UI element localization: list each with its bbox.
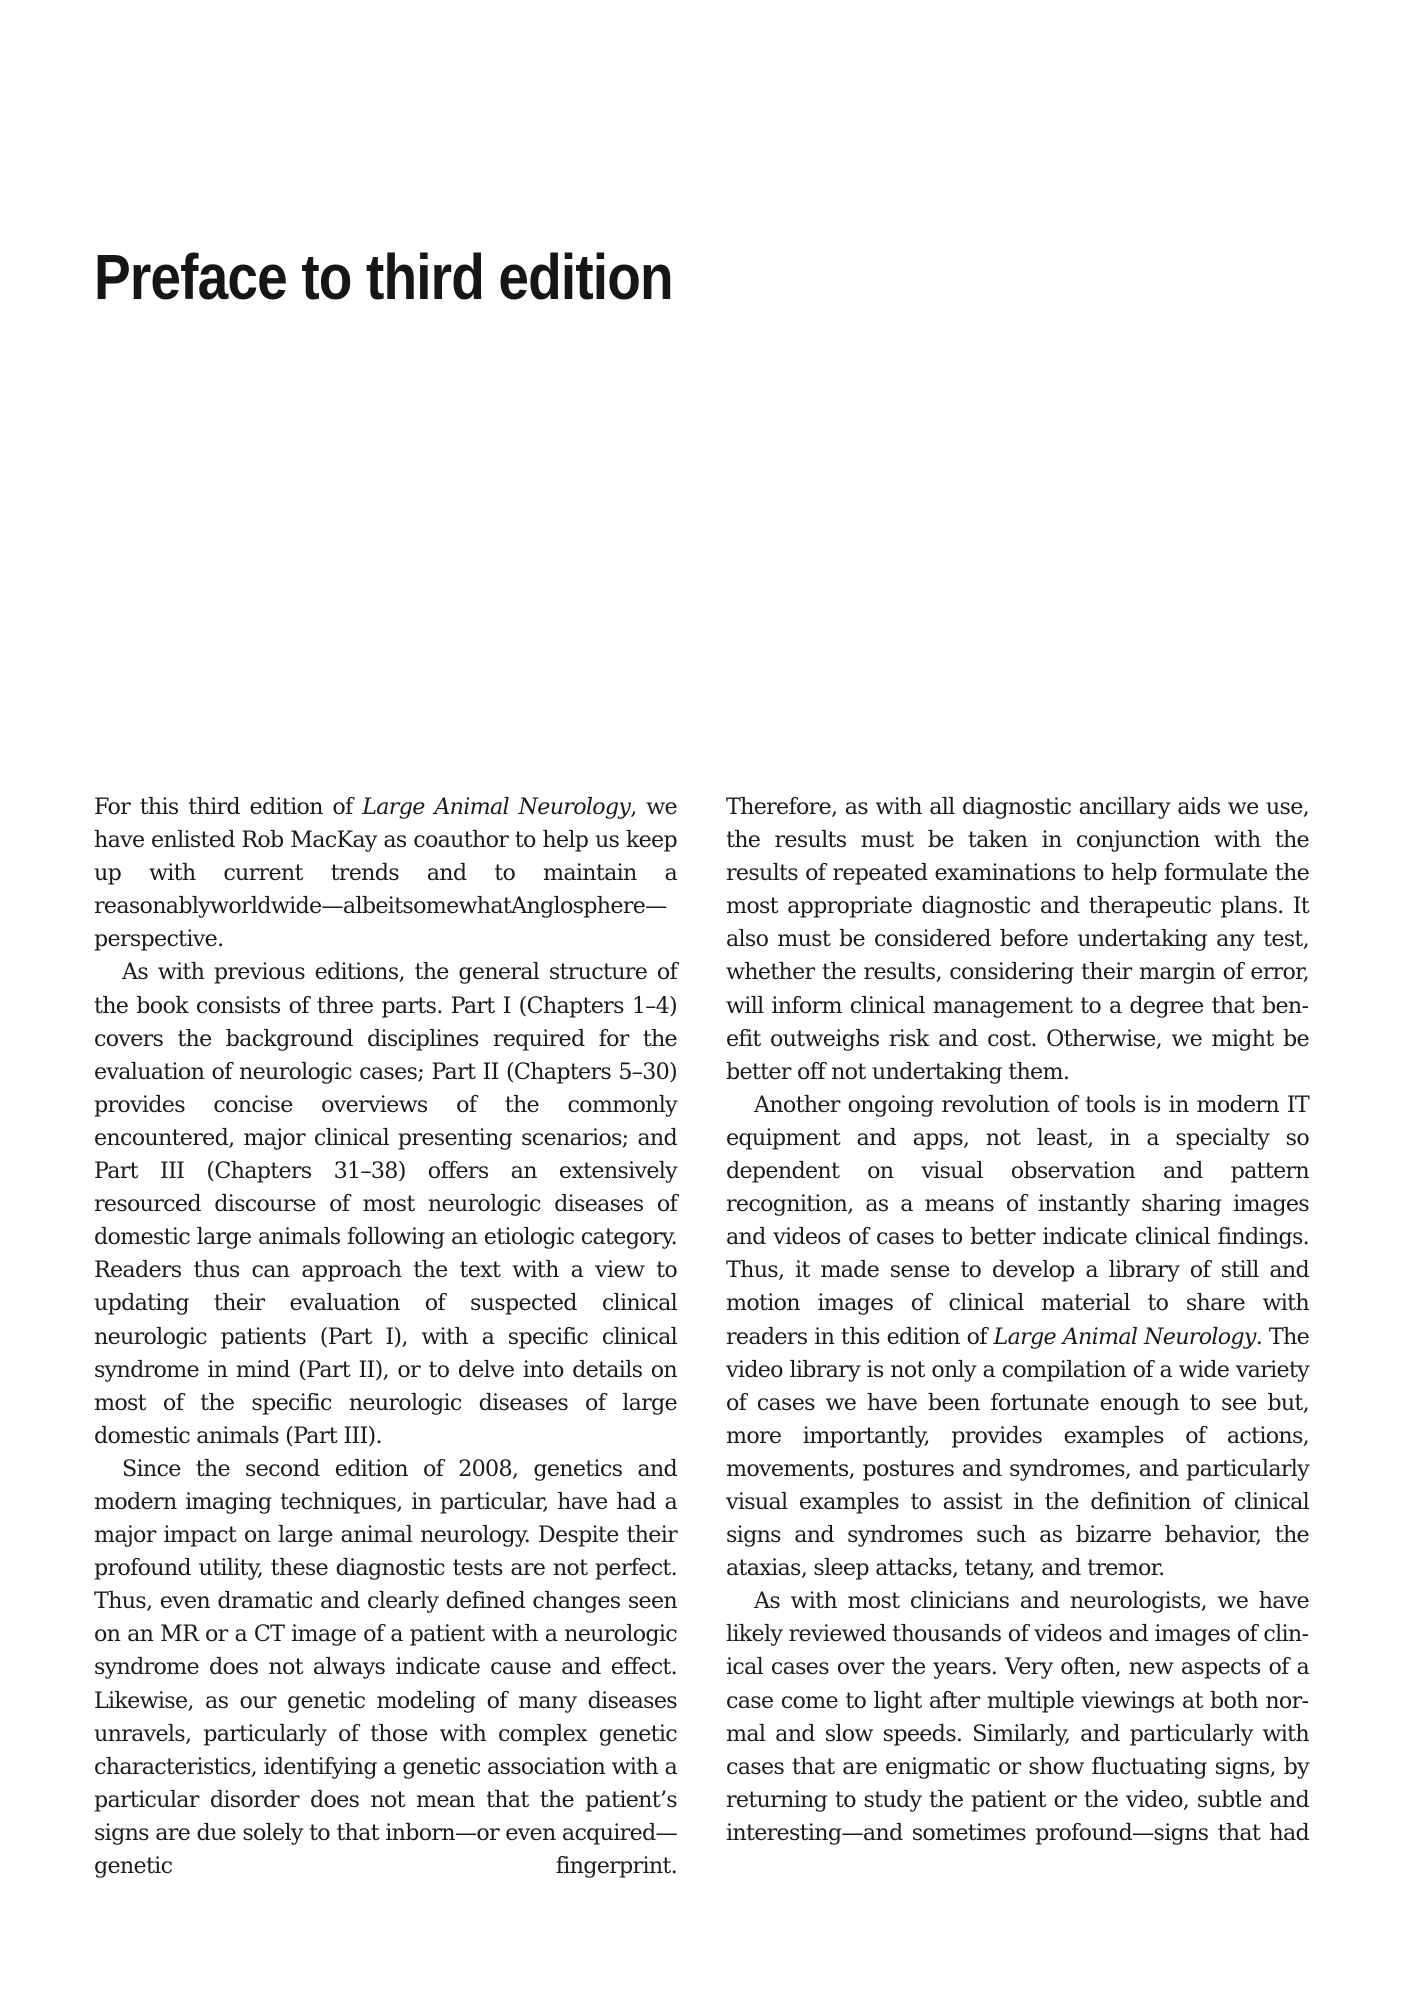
- paragraph-video-library: [726, 1089, 1309, 1585]
- book-title-italic-2: Large Animal Neurology: [993, 1323, 1256, 1350]
- paragraph-genetics-imaging: Since the second edition of 2008, genetics and modern imaging techniques, in particular, have had a major impact on large animal neurology. Despite their profound utility, these diagnostic tests are not perfect. Thus, even dramatic and clearly defined changes seen on an MR or a CT image of a patient with a neurologic syndrome does not always indicate cause and effect. Likewise, as our genetic modeling of many diseases unravels, particularly of those with complex genetic characteristics, identifying a genetic association with a particular disorder does not mean that the patient’s signs are due solely to that inborn—or even acquired—genetic fingerprint.: [94, 1455, 677, 1879]
- paragraph-diagnostic-aids: Therefore, as with all diagnostic ancillary aids we use, the results must be taken in conjunction with the results of repeated examinations to help formulate the most appropriate diagnostic and therapeutic plans. It also must be considered before undertaking any test, whether the results, considering their margin of error, will inform clinical management to a degree that benefit outweighs risk and cost. Otherwise, we might be better off not undertaking them.: [726, 794, 1309, 1085]
- paragraph-structure: As with previous editions, the general structure of the book consists of three parts. Part I (Chapters 1–4) covers the background disciplines required for the evaluation of neurologic cases; Part II (Chapters 5–30) provides concise overviews of the commonly encountered, major clinical presenting scenarios; and Part III (Chapters 31–38) offers an extensively resourced discourse of most neurologic diseases of domestic large animals following an etiologic category. Readers thus can approach the text with a view to updating their evaluation of suspected clinical neurologic patients (Part I), with a specific clinical syndrome in mind (Part II), or to delve into details on most of the specific neurologic diseases of large domestic animals (Part III).: [94, 959, 677, 1449]
- left-column: [94, 791, 677, 1883]
- paragraph-reviewing-videos: As with most clinicians and neurologists, we have likely reviewed thousands of videos and images of clinical cases over the years. Very often, new aspects of a case come to light after multiple viewings at both normal and slow speeds. Similarly, and particularly with cases that are enigmatic or show fluctuating signs, by returning to study the patient or the video, subtle and interesting—and sometimes profound—signs that had: [726, 1588, 1309, 1846]
- intro-text-start: For this third edition of: [94, 794, 363, 820]
- right-column: [726, 791, 1309, 1850]
- paragraph-intro: [94, 791, 677, 956]
- intro-text-end: , we have enlisted Rob MacKay as coauthor to help us keep up with current trends and to maintain a reasonablyworldwide—albeitsomewhatAnglosphere—perspective.: [94, 794, 677, 953]
- video-library-text-end: . The video library is not only a compilation of a wide variety of cases we have been fortunate enough to see but, more importantly, provides examples of actions, movements, postures and syndromes, and particularly visual examples to assist in the definition of clinical signs and syndromes such as bizarre behavior, the ataxias, sleep attacks, tetany, and tremor.: [726, 1323, 1310, 1582]
- video-library-text-start: Another ongoing revolution of tools is in modern IT equipment and apps, not least, in a specialty so dependent on visual observation and pattern recognition, as a means of instantly sharing images and videos of cases to better indicate clinical findings. Thus, it made sense to develop a library of still and motion images of clinical material to share with readers in this edition of: [726, 1091, 1309, 1350]
- page-title: Preface to third edition: [94, 241, 673, 313]
- book-title-italic: Large Animal Neurology: [362, 794, 631, 820]
